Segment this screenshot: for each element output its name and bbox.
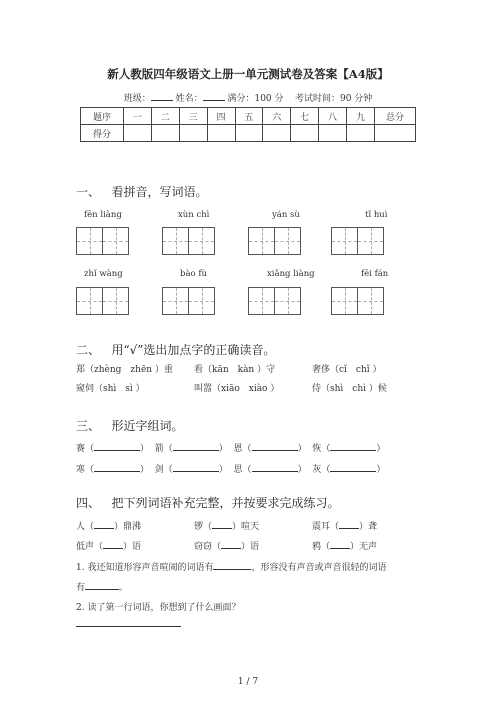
answer-blank[interactable] [339,519,359,529]
score-cell[interactable] [263,125,291,142]
class-blank [151,91,173,101]
pinyin-label: fēn liàng [84,210,122,220]
answer-blank[interactable] [94,441,140,451]
idiom-pre: 低声（ [76,542,104,552]
writing-grid[interactable] [76,287,129,315]
idiom-item [312,539,377,552]
idiom-item [194,539,259,552]
writing-grid[interactable] [331,227,384,255]
word-group-row: 寒（ ） 剑（ ） 思（ ） 灰（ ） [76,462,385,475]
score-cell[interactable] [319,125,347,142]
reading-item: 窥伺（shì sì ） [76,384,145,394]
answer-blank[interactable] [330,441,376,451]
section-number: 三、 [76,419,101,433]
writing-grid[interactable] [162,287,215,315]
page-number: 1 / 7 [237,677,259,687]
grid-cell[interactable] [162,287,189,315]
score-header-cell: 五 [235,108,263,125]
question-1-line1 [76,560,386,573]
writing-grid[interactable] [248,287,301,315]
char: 恢 [312,444,322,454]
grid-cell[interactable] [162,227,189,255]
writing-grid[interactable] [162,227,215,255]
grid-cell[interactable] [102,227,129,255]
answer-blank[interactable] [94,462,140,472]
section-title: 形近字组词。 [111,419,184,433]
grid-cell[interactable] [248,287,275,315]
grid-cell[interactable] [76,287,103,315]
char: 思 [233,465,243,475]
score-cell[interactable] [347,125,375,142]
question-1-line2 [76,580,128,593]
score-header-cell: 七 [291,108,319,125]
grid-cell[interactable] [274,287,301,315]
score-header-cell: 九 [347,108,375,125]
score-table [80,107,416,142]
answer-blank[interactable] [252,462,298,472]
idiom-pre: 鸦（ [312,542,331,552]
section-number: 四、 [76,496,101,510]
writing-grid[interactable] [248,227,301,255]
answer-line[interactable] [76,626,181,627]
question-text: 有 [76,583,86,593]
grid-cell[interactable] [357,227,384,255]
pinyin-label: tǐ huì [365,210,388,220]
idiom-item [76,539,141,552]
answer-blank[interactable] [330,462,376,472]
idiom-pre: 锣（ [194,522,213,532]
word-group-row: 赛（ ） 箭（ ） 恩（ ） 恢（ ） [76,441,385,454]
answer-blank[interactable] [94,519,114,529]
grid-cell[interactable] [188,287,215,315]
grid-cell[interactable] [331,227,358,255]
full-score: 满分：100 分 [227,94,284,104]
score-header-cell: 四 [207,108,235,125]
score-header-cell: 八 [319,108,347,125]
exam-time: 考试时间：90 分钟 [294,94,373,104]
score-cell[interactable] [375,125,416,142]
idiom-item [76,519,141,532]
grid-cell[interactable] [331,287,358,315]
grid-cell[interactable] [274,227,301,255]
grid-cell[interactable] [248,227,275,255]
question-text: 1. 我还知道形容声音喧闹的词语有 [76,563,214,573]
char: 赛 [76,444,86,454]
score-cell[interactable] [291,125,319,142]
idiom-item [194,519,259,532]
score-table-row [81,125,416,142]
question-2: 2. 读了第一行词语，你想到了什么画面？ [76,603,241,613]
idiom-post: ）喧天 [232,522,260,532]
char: 剑 [154,465,164,475]
score-cell[interactable] [235,125,263,142]
grid-cell[interactable] [102,287,129,315]
reading-item: 叫嚣（xiāo xiào ） [194,384,280,394]
idiom-post: ）无声 [350,542,378,552]
char: 箭 [154,444,164,454]
writing-grid[interactable] [76,227,129,255]
idiom-pre: 人（ [76,522,95,532]
reading-item: 侍（shì chì ）候 [312,384,387,394]
answer-blank[interactable] [85,580,119,590]
idiom-post: ）聋 [359,522,378,532]
idiom-post: ）语 [241,542,260,552]
section-title: 用“√”选出加点字的正确读音。 [111,343,276,357]
grid-cell[interactable] [357,287,384,315]
section-title: 看拼音，写词语。 [111,185,208,199]
score-cell[interactable] [207,125,235,142]
section-1-heading [76,183,207,200]
section-3-heading [76,417,183,434]
score-table-header [81,108,416,125]
section-number: 一、 [76,185,101,199]
reading-item: 奢侈（cǐ chǐ ） [312,365,382,375]
score-cell[interactable] [179,125,207,142]
answer-blank[interactable] [221,539,241,549]
name-label: 姓名： [175,94,203,104]
pinyin-label: bào fù [180,269,207,279]
idiom-item [312,519,377,532]
section-number: 二、 [76,343,101,357]
class-label: 班级： [123,94,151,104]
char: 灰 [312,465,322,475]
page-title: 新人教版四年级语文上册一单元测试卷及答案【A4版】 [107,67,389,81]
char: 寒 [76,465,86,475]
reading-item: 郑（zhèng zhēn ）重 [76,365,173,375]
score-header-cell: 二 [151,108,179,125]
pinyin-label: xùn chì [178,210,210,220]
section-2-heading [76,341,275,358]
section-4-heading [76,494,339,511]
score-header-cell: 题序 [81,108,124,125]
answer-blank[interactable] [213,560,251,570]
reading-item: 看（kān kàn ）守 [194,365,276,375]
grid-cell[interactable] [188,227,215,255]
name-blank [203,91,225,101]
idiom-post: ）语 [123,542,142,552]
pinyin-label: yán sù [272,210,300,220]
question-text: ，形容没有声音或声音很轻的词语 [251,563,387,573]
answer-blank[interactable] [252,441,298,451]
answer-blank[interactable] [330,539,350,549]
score-cell[interactable] [151,125,179,142]
score-cell[interactable] [124,125,152,142]
pinyin-label: fēi fán [361,269,389,279]
question-text: 。 [119,583,129,593]
pinyin-label: zhǐ wàng [84,269,123,279]
score-header-cell: 总分 [375,108,416,125]
answer-blank[interactable] [103,539,123,549]
answer-blank[interactable] [173,462,219,472]
score-row-label: 得分 [81,125,124,142]
score-header-cell: 一 [124,108,152,125]
idiom-post: ）鼎沸 [114,522,142,532]
exam-info [0,91,496,104]
pinyin-label: xiǎng liàng [267,269,315,279]
idiom-pre: 震耳（ [312,522,340,532]
grid-cell[interactable] [76,227,103,255]
answer-blank[interactable] [173,441,219,451]
section-title: 把下列词语补充完整，并按要求完成练习。 [111,496,340,510]
answer-blank[interactable] [212,519,232,529]
writing-grid[interactable] [331,287,384,315]
score-header-cell: 六 [263,108,291,125]
score-header-cell: 三 [179,108,207,125]
idiom-pre: 窃窃（ [194,542,222,552]
char: 恩 [233,444,243,454]
